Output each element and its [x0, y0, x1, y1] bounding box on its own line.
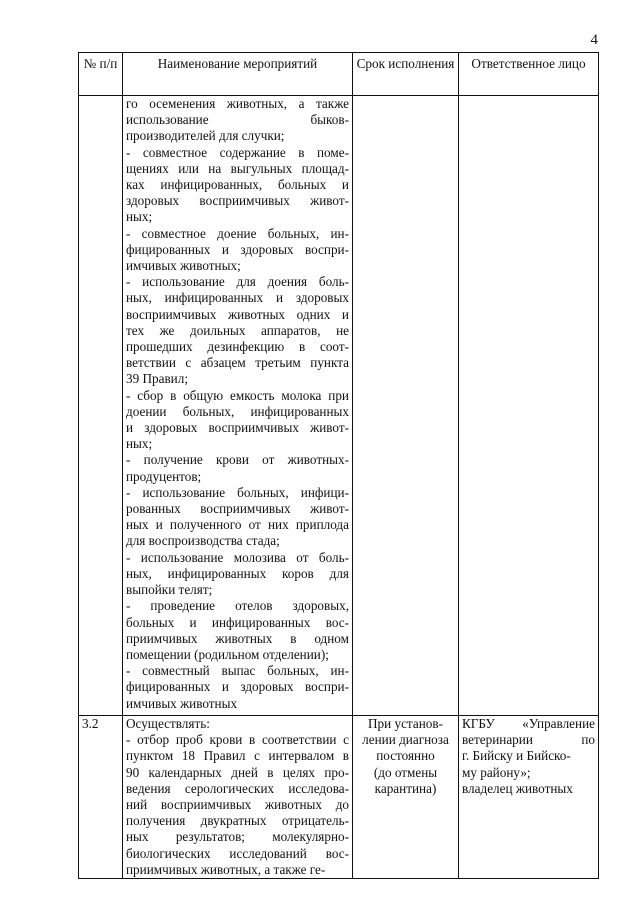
cell-text-line: г. Бийску и Бийско- — [462, 748, 571, 764]
cell-text-line: ных результатов; молекулярно- — [126, 829, 349, 845]
cell-text-line: производителей для случки; — [126, 128, 285, 144]
cell-text-line: ных; — [126, 209, 153, 225]
cell-text-line: выпойки телят; — [126, 582, 213, 598]
cell-text-line: больных и инфицированных вос- — [126, 614, 349, 630]
measure-name-cell — [123, 716, 353, 879]
cell-text-line: пунктом 18 Правил с интервалом в — [126, 748, 349, 764]
cell-text-line: карантина) — [374, 780, 437, 796]
cell-text-line: ветствии с абзацем третьим пункта — [126, 355, 349, 371]
measure-name-cell — [123, 96, 353, 716]
cell-text-line: Осуществлять: — [126, 716, 210, 731]
cell-text-line: имчивых животных; — [126, 258, 241, 274]
header-number — [79, 53, 123, 96]
cell-text-line: щениях или на выгульных площад- — [126, 160, 349, 176]
cell-text-line: - использование для доения боль- — [126, 274, 349, 290]
cell-text-line: лении диагноза — [362, 732, 449, 748]
cell-text-line: здоровых восприимчивых живот- — [126, 193, 349, 209]
cell-text-line: - совместное содержание в поме- — [126, 144, 349, 160]
table-row — [79, 96, 599, 716]
table-header-row — [79, 53, 599, 96]
cell-text-line: продуцентов; — [126, 468, 202, 484]
header-deadline: Срок исполнения — [353, 53, 459, 96]
measures-table — [78, 52, 599, 879]
cell-text-line: прошедших дезинфекцию в соот- — [126, 339, 349, 355]
cell-text-line: доении больных, инфицированных — [126, 403, 349, 419]
cell-text-line: фицированных и здоровых воспри- — [126, 241, 349, 257]
row-number-cell — [79, 96, 123, 716]
cell-text-line: му району»; — [462, 764, 531, 780]
row-number-cell: 3.2 — [79, 716, 123, 879]
cell-text-line: - использование молозива от боль- — [126, 549, 349, 565]
cell-text-line: ных и полученного от них приплода — [126, 517, 349, 533]
page-number: 4 — [590, 32, 598, 48]
cell-text-line: для воспроизводства стада; — [126, 533, 280, 549]
cell-text-line: - получение крови от животных- — [126, 452, 349, 468]
cell-text-line: биологических исследований вос- — [126, 845, 349, 861]
header-number-text: № п/п — [83, 56, 118, 71]
deadline-cell — [353, 716, 459, 879]
cell-text-line: и здоровых восприимчивых живот- — [126, 420, 349, 436]
cell-text-line: ных, инфицированных и здоровых — [126, 290, 349, 306]
cell-text-line: - совместное доение больных, ин- — [126, 225, 349, 241]
cell-text-line: 39 Правил; — [126, 371, 188, 387]
cell-text-line: тех же доильных аппаратов, не — [126, 322, 349, 338]
table-row — [79, 716, 599, 879]
responsible-cell — [459, 716, 599, 879]
cell-text-line: владелец животных — [462, 780, 573, 796]
cell-text-line: имчивых животных — [126, 695, 238, 711]
cell-text-line: ведения серологических исследова- — [126, 780, 349, 796]
cell-text-line: рованных восприимчивых живот- — [126, 501, 349, 517]
cell-text-line: - сбор в общую емкость молока при — [126, 387, 349, 403]
cell-text-line: использование быков- — [126, 112, 349, 128]
cell-text-line: ных; — [126, 436, 153, 452]
header-responsible: Ответственное лицо — [459, 53, 599, 96]
cell-text-line: При установ- — [368, 716, 443, 731]
cell-text-line: - отбор проб крови в соответствии с — [126, 732, 349, 748]
responsible-cell — [459, 96, 599, 716]
cell-text-line: получения двукратных отрицатель- — [126, 813, 349, 829]
cell-text-line: помещении (родильном отделении); — [126, 646, 329, 662]
cell-text-line: КГБУ «Управление — [462, 716, 595, 731]
cell-text-line: фицированных и здоровых воспри- — [126, 679, 349, 695]
deadline-cell — [353, 96, 459, 716]
cell-text-line: (до отмены — [373, 764, 438, 780]
cell-text-line: ках инфицированных, больных и — [126, 177, 349, 193]
cell-text-line: 90 календарных дней в целях про- — [126, 764, 349, 780]
cell-text-line: постоянно — [376, 748, 435, 764]
cell-text-line: - совместный выпас больных, ин- — [126, 663, 349, 679]
cell-text-line: ний восприимчивых животных до — [126, 797, 349, 813]
header-measure-name: Наименование мероприятий — [123, 53, 353, 96]
cell-text-line: ветеринарии по — [462, 732, 595, 748]
cell-text-line: - использование больных, инфици- — [126, 484, 349, 500]
cell-text-line: - проведение отелов здоровых, — [126, 598, 349, 614]
cell-text-line: приимчивых животных в одном — [126, 630, 349, 646]
cell-text-line: восприимчивых животных одних и — [126, 306, 349, 322]
cell-text-line: го осеменения животных, а также — [126, 96, 349, 111]
cell-text-line: ных, инфицированных коров для — [126, 565, 349, 581]
cell-text-line: приимчивых животных, а также ге- — [126, 861, 326, 877]
